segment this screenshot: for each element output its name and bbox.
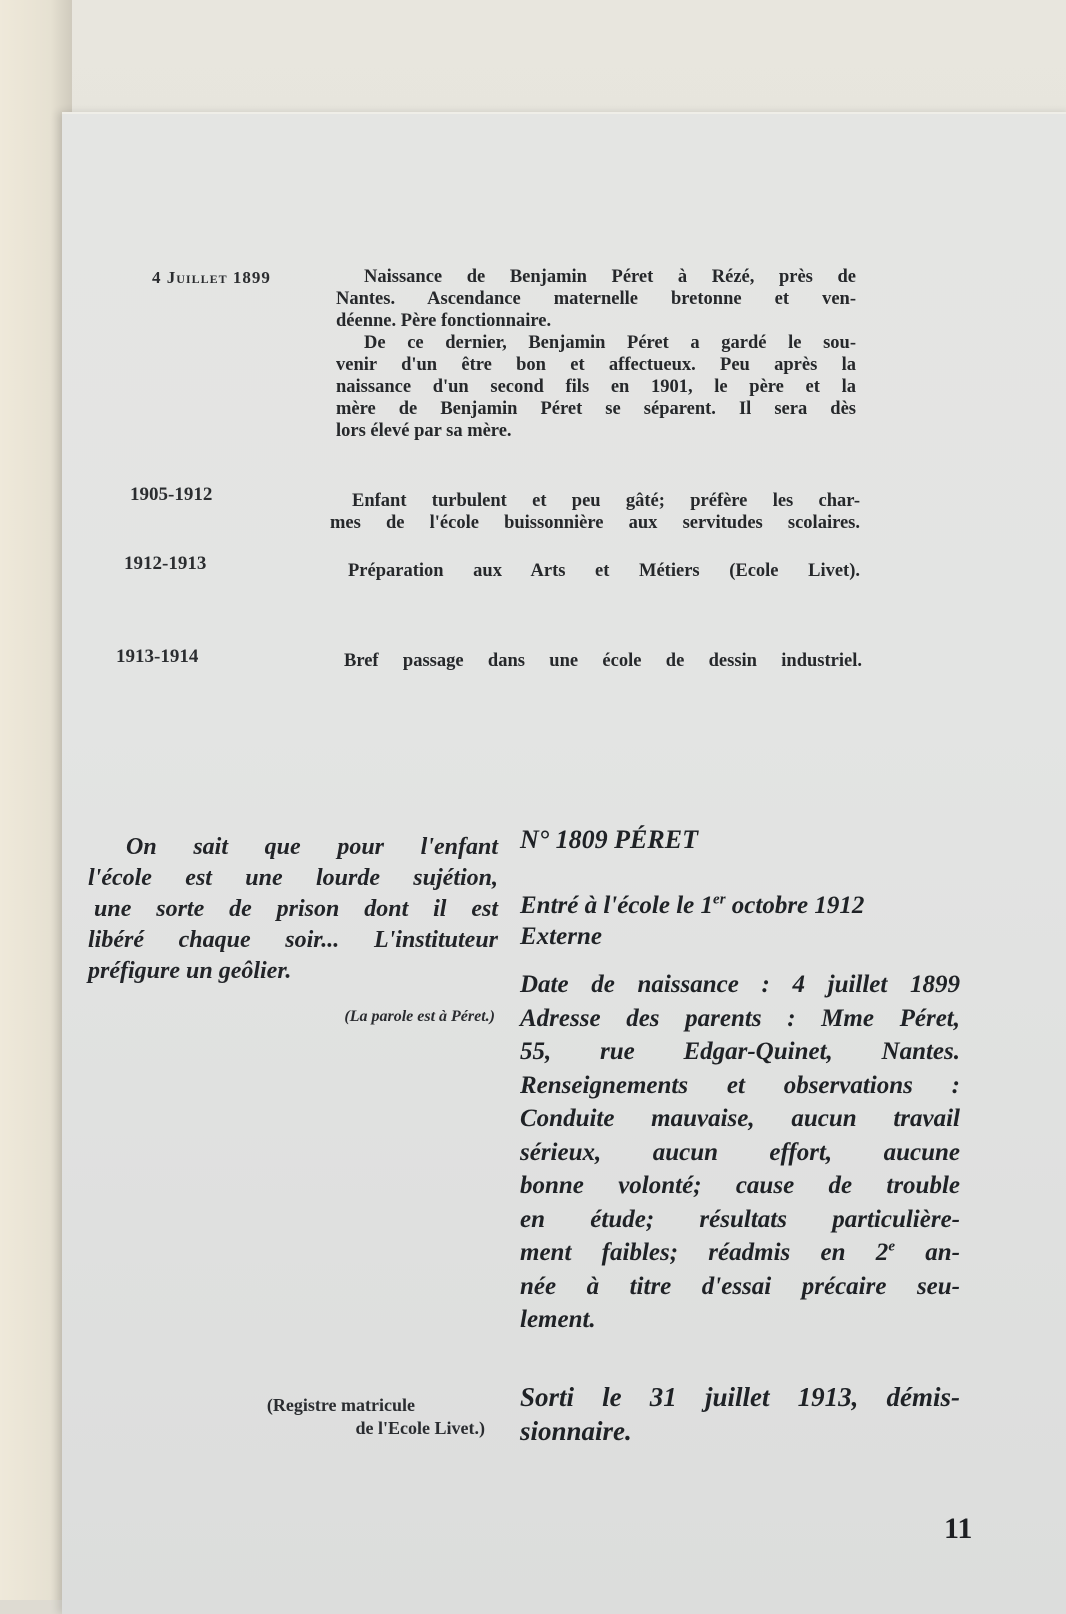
chronology-text: [348, 560, 860, 582]
detail-text: ment faibles; réadmis en 2: [520, 1239, 889, 1266]
quote-line: préfigure un geôlier.: [88, 958, 292, 984]
text-line: déenne. Père fonctionnaire.: [336, 311, 552, 331]
chronology-date: 1905-1912: [130, 484, 213, 505]
detail-line: lement.: [520, 1306, 596, 1333]
text-line: mes de l'école buissonnière aux servitudes scolaires.: [330, 513, 860, 533]
quote-line: l'école est une lourde sujétion,: [88, 865, 498, 891]
record-heading: N° 1809 PÉRET: [520, 825, 698, 854]
text-line: Enfant turbulent et peu gâté; préfère les char-: [352, 491, 860, 511]
text-line: Naissance de Benjamin Péret à Rézé, près de: [364, 267, 856, 287]
text-line: De ce dernier, Benjamin Péret a gardé le sou-: [364, 333, 856, 353]
detail-line: bonne volonté; cause de trouble: [520, 1172, 960, 1199]
record-entry: [520, 890, 960, 952]
text-line: lors élevé par sa mère.: [336, 421, 512, 441]
text-line: naissance d'un second fils en 1901, le père et la: [336, 377, 856, 397]
page-number: 11: [944, 1512, 973, 1545]
text-line: Bref passage dans une école de dessin industriel.: [344, 651, 862, 671]
register-source-line: (Registre matricule: [266, 1395, 415, 1415]
record-exit: [520, 1380, 960, 1448]
detail-line: [520, 1236, 960, 1270]
exit-line: Sorti le 31 juillet 1913, démis-: [520, 1382, 960, 1412]
detail-line: en étude; résultats particulière-: [520, 1205, 960, 1233]
chronology-text: [336, 266, 856, 442]
detail-line: Date de naissance : 4 juillet 1899: [520, 971, 960, 998]
quote-line: On sait que pour l'enfant: [126, 834, 498, 860]
detail-superscript: e: [888, 1238, 895, 1255]
text-line: venir d'un être bon et affectueux. Peu après la: [336, 355, 856, 375]
text-line: Préparation aux Arts et Métiers (Ecole Livet).: [348, 561, 860, 581]
chronology-date: 1912-1913: [124, 553, 207, 574]
record-entry-line: [520, 890, 960, 921]
quote-line: libéré chaque soir... L'instituteur: [88, 927, 498, 953]
quote-source: (La parole est à Péret.): [344, 1008, 495, 1025]
register-source-line: de l'Ecole Livet.): [355, 1418, 485, 1438]
detail-line: née à titre d'essai précaire seu-: [520, 1272, 960, 1300]
detail-line: sérieux, aucun effort, aucune: [520, 1138, 960, 1166]
text-line: mère de Benjamin Péret se séparent. Il sera dès: [336, 399, 856, 419]
detail-line: Adresse des parents : Mme Péret,: [520, 1004, 960, 1032]
entry-prefix: Entré à l'école le 1: [520, 892, 714, 919]
chronology-date: 1913-1914: [116, 646, 199, 667]
record-entry-line: Externe: [520, 923, 602, 950]
exit-line: sionnaire.: [520, 1416, 632, 1446]
detail-line: Conduite mauvaise, aucun travail: [520, 1105, 960, 1132]
chronology-date: 4 Juillet 1899: [152, 268, 271, 287]
detail-line: Renseignements et observations :: [520, 1071, 960, 1099]
quote-line: une sorte de prison dont il est: [94, 896, 498, 922]
detail-text: an-: [894, 1239, 960, 1266]
entry-superscript: er: [713, 891, 726, 908]
record-details: [520, 968, 960, 1337]
text-line: Nantes. Ascendance maternelle bretonne et ven-: [336, 289, 856, 309]
epigraph-quote: [88, 832, 498, 987]
register-source: [210, 1394, 485, 1440]
chronology-text: [330, 490, 860, 534]
detail-line: 55, rue Edgar-Quinet, Nantes.: [520, 1038, 960, 1065]
entry-suffix: octobre 1912: [725, 892, 865, 919]
chronology-text: [344, 650, 862, 672]
